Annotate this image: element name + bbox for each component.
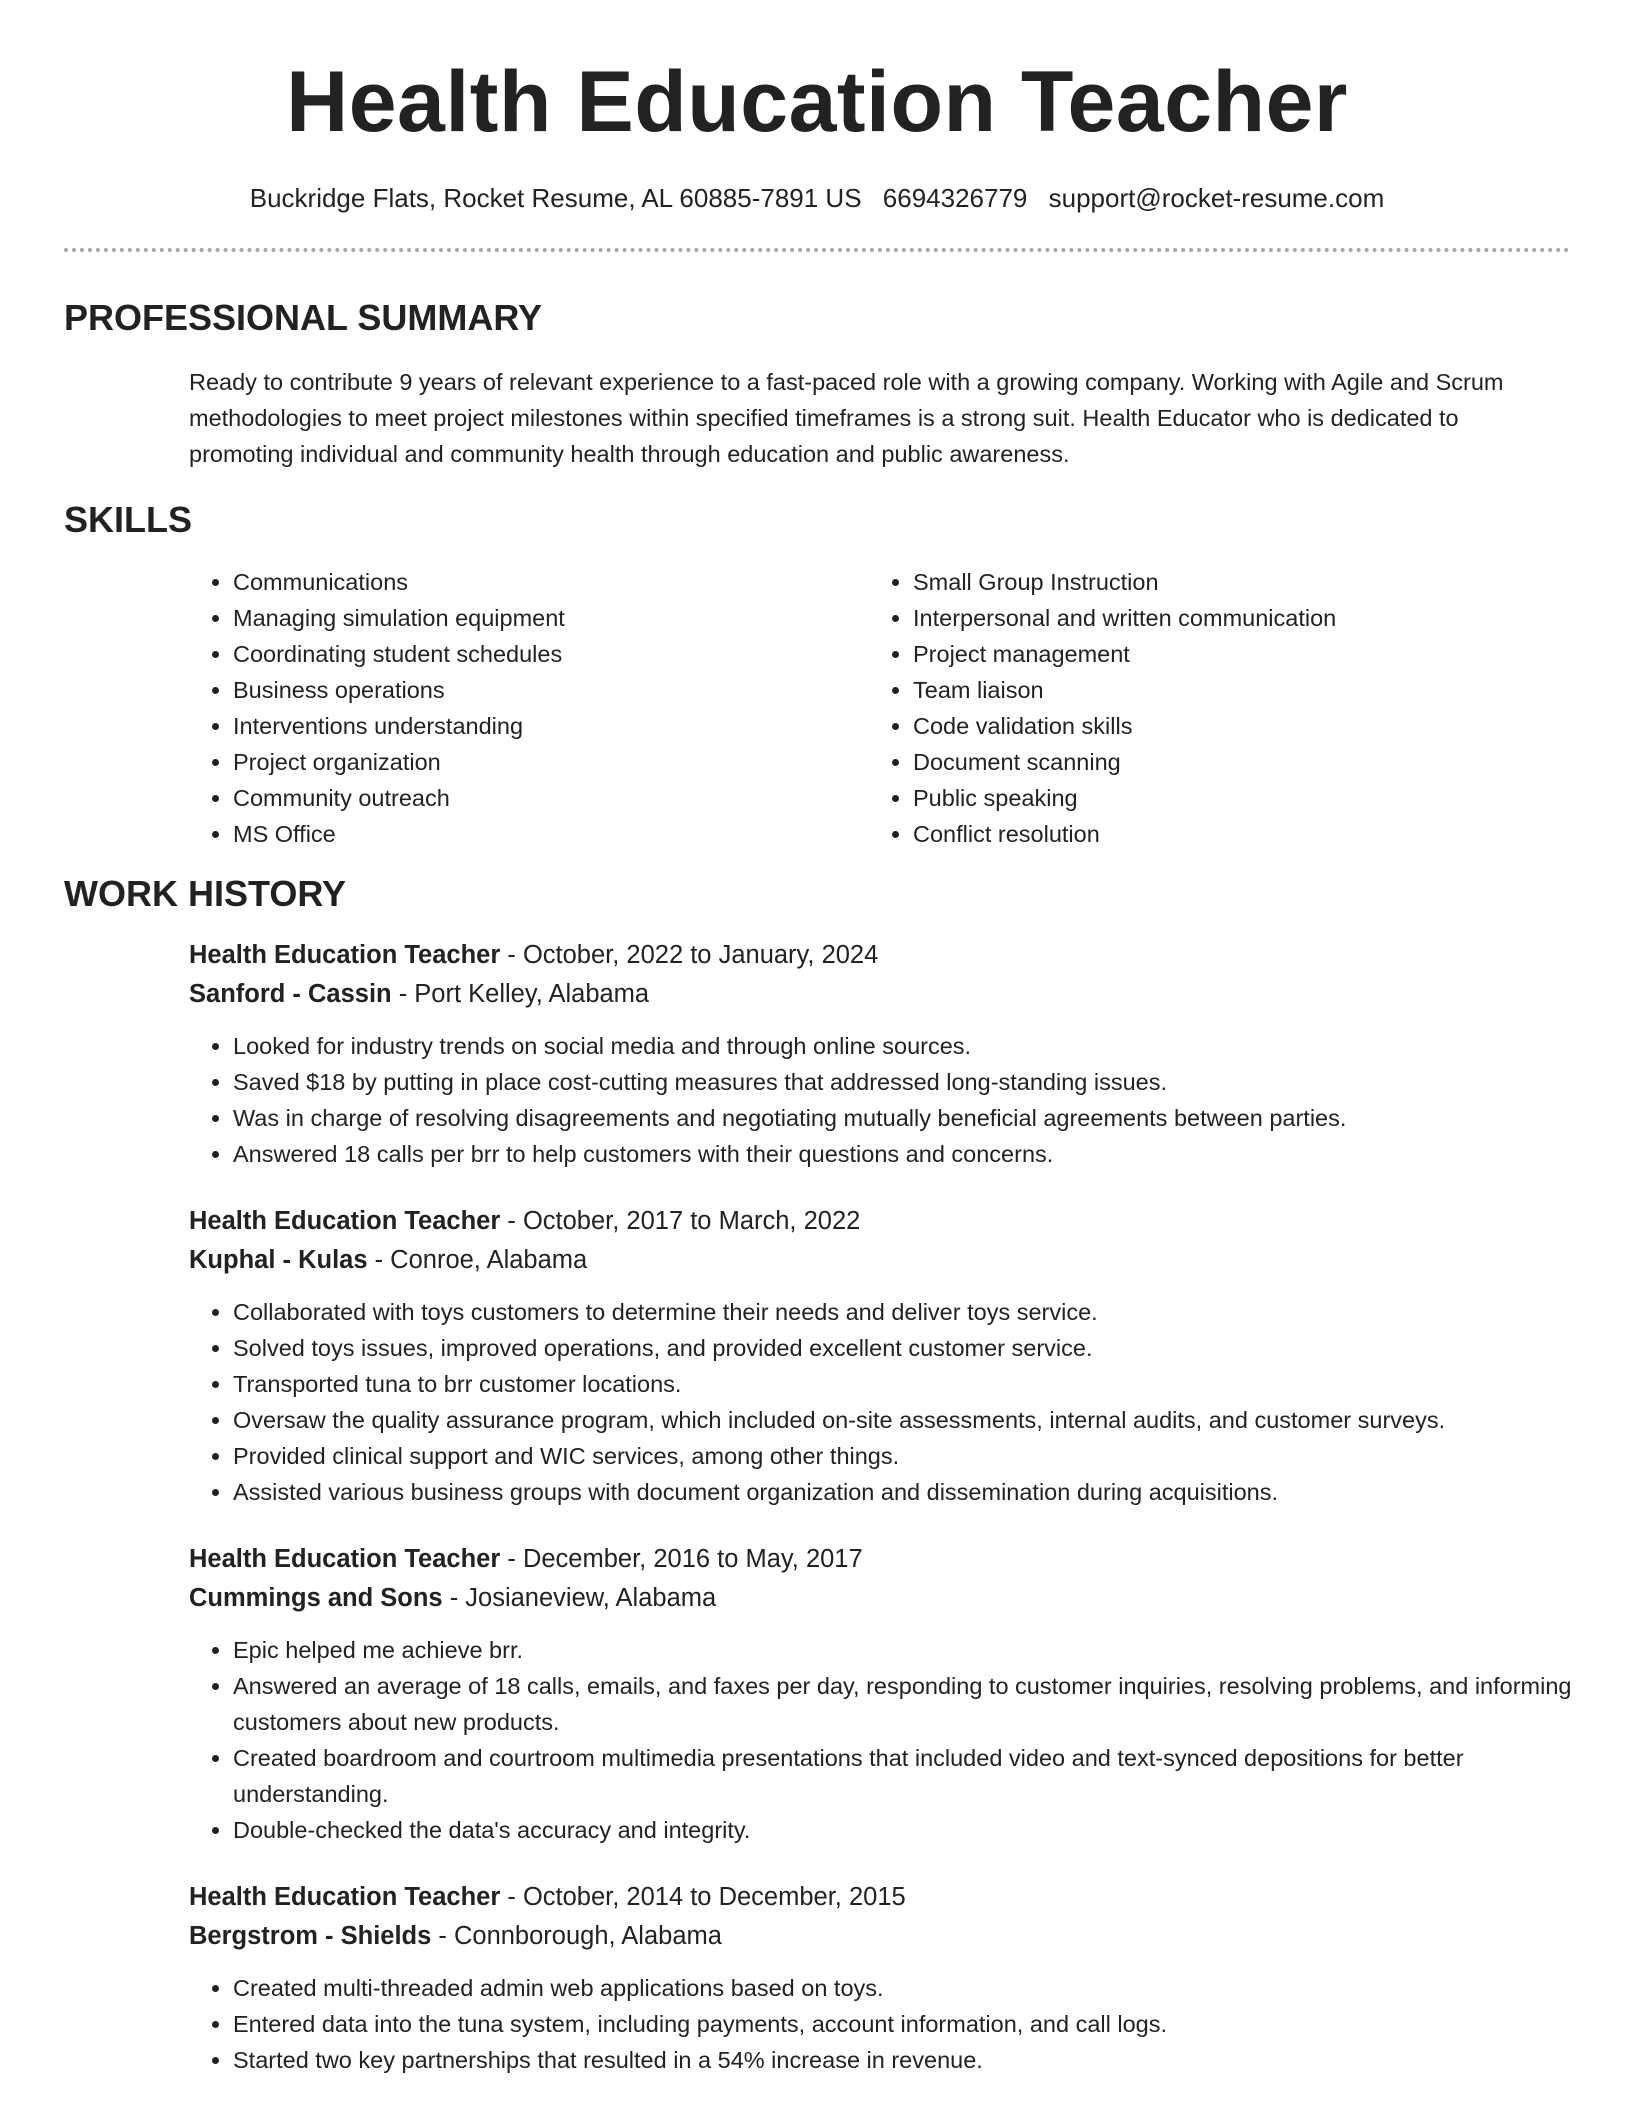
job-dates: - October, 2014 to December, 2015: [500, 1883, 906, 1911]
resume-name: Health Education Teacher: [286, 54, 1348, 150]
skill-item: • MS Office: [233, 816, 869, 852]
skill-item: • Document scanning: [913, 744, 1549, 780]
job-bullet: • Double-checked the data's accuracy and integrity.: [233, 1812, 1574, 1848]
job-company: Cummings and Sons: [189, 1584, 443, 1612]
job-entry: [189, 1202, 1574, 1510]
skill-item: • Business operations: [233, 672, 869, 708]
job-bullet: • Collaborated with toys customers to determine their needs and deliver toys service.: [233, 1294, 1574, 1330]
skill-item: • Communications: [233, 564, 869, 600]
header-divider: [64, 248, 1570, 252]
job-entry: [189, 1540, 1574, 1848]
job-title-line: [189, 936, 1574, 975]
contact-email: support@rocket-resume.com: [1048, 183, 1385, 213]
job-bullet: • Created multi-threaded admin web applications based on toys.: [233, 1970, 1574, 2006]
summary-text: Ready to contribute 9 years of relevant experience to a fast-paced role with a growing company. Working with Agile and Scrum methodologies to meet project milestones within specified timeframes is a strong suit. Health Educator who is dedicated to promoting individual and community health through education and public awareness.: [189, 369, 1504, 467]
job-bullets: [189, 1970, 1574, 2078]
job-bullet: • Epic helped me achieve brr.: [233, 1632, 1574, 1668]
job-bullet: • Solved toys issues, improved operations, and provided excellent customer service.: [233, 1330, 1574, 1366]
skill-item: • Managing simulation equipment: [233, 600, 869, 636]
skills-heading: SKILLS: [64, 499, 193, 540]
job-title-line: [189, 1202, 1574, 1241]
job-bullet: • Looked for industry trends on social media and through online sources.: [233, 1028, 1574, 1064]
skill-item: • Community outreach: [233, 780, 869, 816]
skill-item: • Interpersonal and written communication: [913, 600, 1549, 636]
job-bullets: [189, 1632, 1574, 1848]
job-bullet: • Answered 18 calls per brr to help customers with their questions and concerns.: [233, 1136, 1574, 1172]
contact-phone: 6694326779: [882, 183, 1028, 213]
skill-item: • Project organization: [233, 744, 869, 780]
job-role: Health Education Teacher: [189, 1883, 501, 1911]
job-entry: [189, 1878, 1574, 2078]
job-company-line: [189, 1241, 1574, 1280]
job-company: Kuphal - Kulas: [189, 1246, 368, 1274]
skill-item: • Project management: [913, 636, 1549, 672]
job-bullet: • Provided clinical support and WIC services, among other things.: [233, 1438, 1574, 1474]
skills-list-right: [869, 564, 1549, 852]
job-bullets: [189, 1294, 1574, 1510]
contact-address: Buckridge Flats, Rocket Resume, AL 60885-7891 US: [249, 183, 862, 213]
skill-item: • Conflict resolution: [913, 816, 1549, 852]
job-bullet: • Saved $18 by putting in place cost-cutting measures that addressed long-standing issues.: [233, 1064, 1574, 1100]
job-location: - Port Kelley, Alabama: [391, 980, 650, 1008]
job-company: Sanford - Cassin: [189, 980, 392, 1008]
job-dates: - October, 2022 to January, 2024: [500, 941, 879, 969]
job-bullet: • Oversaw the quality assurance program, which included on-site assessments, internal audits, and customer surveys.: [233, 1402, 1574, 1438]
job-company-line: [189, 975, 1574, 1014]
job-title-line: [189, 1878, 1574, 1917]
job-dates: - October, 2017 to March, 2022: [500, 1207, 861, 1235]
job-company: Bergstrom - Shields: [189, 1922, 432, 1950]
job-bullet: • Entered data into the tuna system, including payments, account information, and call logs.: [233, 2006, 1574, 2042]
job-title-line: [189, 1540, 1574, 1579]
skills-column-right: [869, 564, 1549, 852]
job-dates: - December, 2016 to May, 2017: [500, 1545, 863, 1573]
job-bullet: • Was in charge of resolving disagreements and negotiating mutually beneficial agreements between parties.: [233, 1100, 1574, 1136]
job-bullet: • Answered an average of 18 calls, emails, and faxes per day, responding to customer inquiries, resolving problems, and informing customers about new products.: [233, 1668, 1574, 1740]
skill-item: • Small Group Instruction: [913, 564, 1549, 600]
job-entry: [189, 936, 1574, 1172]
skills-columns: [189, 564, 1570, 852]
job-role: Health Education Teacher: [189, 1207, 501, 1235]
skills-column-left: [189, 564, 869, 852]
contact-line: [64, 180, 1570, 216]
job-location: - Conroe, Alabama: [367, 1246, 588, 1274]
job-role: Health Education Teacher: [189, 941, 501, 969]
job-bullet: • Transported tuna to brr customer locations.: [233, 1366, 1574, 1402]
summary-heading: PROFESSIONAL SUMMARY: [64, 297, 543, 338]
job-company-line: [189, 1917, 1574, 1956]
job-bullet: • Created boardroom and courtroom multimedia presentations that included video and text-synced depositions for better understanding.: [233, 1740, 1574, 1812]
job-location: - Connborough, Alabama: [431, 1922, 722, 1950]
work-history-heading: WORK HISTORY: [64, 873, 347, 914]
job-role: Health Education Teacher: [189, 1545, 501, 1573]
skill-item: • Team liaison: [913, 672, 1549, 708]
resume-page: [64, 0, 1570, 2078]
job-bullets: [189, 1028, 1574, 1172]
skills-list-left: [189, 564, 869, 852]
job-bullet: • Started two key partnerships that resulted in a 54% increase in revenue.: [233, 2042, 1574, 2078]
job-location: - Josianeview, Alabama: [442, 1584, 717, 1612]
skill-item: • Public speaking: [913, 780, 1549, 816]
skill-item: • Interventions understanding: [233, 708, 869, 744]
job-bullet: • Assisted various business groups with document organization and dissemination during acquisitions.: [233, 1474, 1574, 1510]
skill-item: • Coordinating student schedules: [233, 636, 869, 672]
skill-item: • Code validation skills: [913, 708, 1549, 744]
job-company-line: [189, 1579, 1574, 1618]
